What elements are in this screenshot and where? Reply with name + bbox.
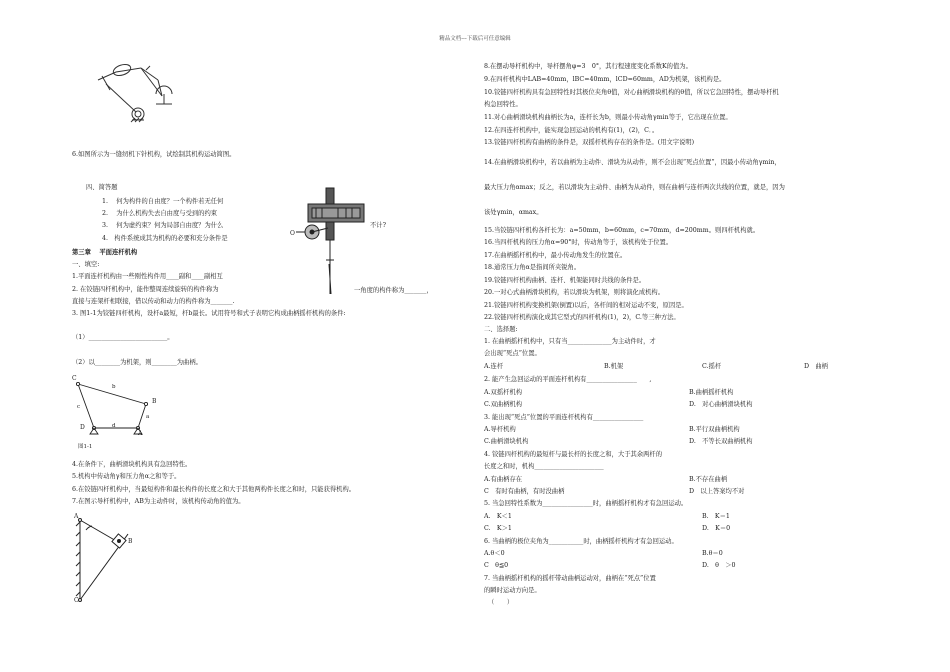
fill-2c: 直接与连架杆相联接，借以传动和动力的构件称为_______. (72, 298, 235, 305)
fill-7: 7.在图示导杆机构中，AB为主动件时，该机构传动角的值为。 (72, 498, 245, 505)
choice-1a: 1. 在曲柄摇杆机构中，只有当______________为主动件时，才 (484, 338, 656, 345)
fill-in-title: 一、填空: (72, 261, 100, 268)
choice-4-option-d: D 以上答案均不对 (689, 488, 745, 495)
choice-7b: 的瞬时运动方向是。 (484, 587, 541, 594)
fill-14b: 最大压力角αmax；反之，若以滑块为主动件、曲柄为从动件，则在曲柄与连杆两次共线的位置，就是，因为 (484, 184, 785, 191)
choice-7-answer-blank: （ ） (488, 599, 514, 606)
choice-5-option-d: D. K＝0 (702, 525, 731, 532)
fill-14c: 该处γmin，αmax。 (484, 209, 543, 216)
link-a (138, 404, 146, 428)
short-answer-3: 3. 何为虚约束？何为局部自由度？为什么 (102, 222, 224, 229)
choice-6-option-c: C θ≦0 (484, 562, 509, 569)
figure-1-1-caption: 图1-1 (78, 444, 93, 450)
fill-3-2: （2）以________为机架，则________为曲柄。 (72, 359, 202, 366)
choice-1-option-b: B.机架 (604, 363, 624, 370)
fig11-label-B: B (152, 398, 157, 405)
choice-3-option-d: D. 不等长双曲柄机构 (689, 438, 753, 445)
fill-2b: 一角度的构件称为_______， (354, 287, 433, 294)
question-6-machine: 6.如图所示为一缝纫机下针机构，试绘制其机构运动简图。 (72, 151, 236, 158)
choice-2: 2. 能产生急回运动的平面连杆机构有________________ , (484, 376, 652, 383)
choice-5-option-b: B. K＝1 (702, 513, 730, 520)
needle-mechanism-figure (288, 184, 368, 296)
fill-17: 17.在曲柄摇杆机构中，最小传动角发生的位置在。 (484, 252, 627, 259)
short-answer-2: 2. 为什么机构失去自由度与受到的约束 (102, 210, 218, 217)
fill-20: 20.一对心式曲柄滑块机构，若以滑块为机架，则将演化成机构。 (484, 289, 665, 296)
fig7-label-A: A (74, 513, 79, 520)
fig11-label-d: d (112, 423, 116, 429)
choice-1-option-a: A.连杆 (484, 363, 504, 370)
svg-text:O: O (290, 230, 295, 237)
choice-3-option-a: A.导杆机构 (484, 426, 516, 433)
choice-5: 5. 当急回特性系数为________________时，曲柄摇杆机构才有急回运动。 (484, 500, 688, 507)
fill-3-1: （1）_________________________。 (72, 334, 174, 341)
choice-2-option-d: D. 对心曲柄滑块机构 (689, 401, 753, 408)
fig7-label-C: C (74, 597, 79, 604)
fill-10a: 10.铰链四杆机构具有急回特性时其极位夹角θ值，对心曲柄滑块机构的θ值，所以它急回特性，摆动导杆机 (484, 89, 779, 96)
page-header: 精品文档---下载后可任意编辑 (439, 36, 511, 42)
choice-4-option-a: A.有曲柄存在 (484, 476, 523, 483)
fill-2a: 2. 在铰链四杆机构中，能作整周连续旋转的构件称为 (72, 286, 219, 293)
fill-9: 9.在四杆机构中LAB=40mm，lBC=40mm，lCD=60mm，AD为机架，该机构是。 (484, 76, 726, 83)
fig11-label-D: D (80, 424, 85, 431)
choice-1b: 会出现“死点”位置。 (484, 350, 541, 357)
short-answer-2-tail: 不计? (370, 222, 386, 229)
fill-11: 11.对心曲柄滑块机构曲柄长为a，连杆长为b，则最小传动角γmin等于，它出现在位置。 (484, 114, 732, 121)
fill-18: 18.通常压力角α是指间所夹锐角。 (484, 264, 581, 271)
choice-5-option-c: C. K＞1 (484, 525, 512, 532)
choice-4a: 4. 铰链四杆机构的最短杆与最长杆的长度之和，大于其余两杆的 (484, 451, 663, 458)
fill-19: 19.铰链四杆机构曲柄、连杆、机架能同时共线的条件是。 (484, 277, 646, 284)
choice-3-option-b: B.平行双曲柄机构 (689, 426, 740, 433)
fill-3: 3. 图1-1为铰链四杆机构，设杆a最短，杆b最长。试用符号和式子表明它构成曲柄摇杆机构的条件: (72, 310, 346, 317)
fill-14a: 14.在曲柄滑块机构中，若以曲柄为主动件、滑块为从动件，则不会出现“死点位置”，因最小传动角γmin， (484, 159, 781, 166)
choice-4-option-c: C 有时有曲柄，有时没曲柄 (484, 488, 565, 495)
fill-1: 1.平面连杆机构由一些刚性构件用____副和____副相互 (72, 273, 223, 280)
fig11-label-b: b (112, 384, 116, 390)
section-4-title: 四、简答题 (86, 184, 118, 191)
fill-4: 4.在条件下，曲柄滑块机构具有急回特性。 (72, 461, 192, 468)
guide-bar-figure (72, 512, 152, 608)
choice-4-option-b: B.不存在曲柄 (689, 476, 728, 483)
choice-2-option-c: C.双曲柄机构 (484, 401, 523, 408)
choice-6-option-a: A.θ＜0 (484, 550, 505, 557)
choice-6: 6. 当曲柄的极位夹角为___________时，曲柄摇杆机构才有急回运动。 (484, 538, 678, 545)
fill-6: 6.在铰链四杆机构中，当最短构件和最长构件的长度之和大于其他两构件长度之和时，只能获得机构。 (72, 486, 356, 493)
fill-22: 22.铰链四杆机构演化成其它型式的四杆机构(1)，2)，C.等三种方法。 (484, 314, 680, 321)
sewing-machine-figure (86, 56, 246, 126)
fill-16: 16.当四杆机构的压力角α=90°时，传动角等于，该机构处于位置。 (484, 239, 673, 246)
choice-6-option-b: B.θ＝0 (702, 550, 723, 557)
choice-1-option-c: C.摇杆 (702, 363, 722, 370)
fig7-label-B: B (128, 538, 133, 545)
fill-5: 5.机构中传动角γ和压力角α之和等于。 (72, 473, 181, 480)
short-answer-1: 1. 何为构件的自由度？一个构件若无任何 (102, 198, 224, 205)
fill-13: 13.铰链四杆机构有曲柄的条件是，双摇杆机构存在的条件是。(用文字说明) (484, 139, 695, 146)
link-c (78, 384, 94, 428)
fill-15: 15.当铰链四杆机构各杆长为：a=50mm，b=60mm，c=70mm，d=200mm。则四杆机构就。 (484, 227, 760, 234)
choice-2-option-b: B.曲柄摇杆机构 (689, 389, 734, 396)
fig11-label-C: C (72, 375, 77, 382)
short-answer-4: 4. 构件系统成其为机构的必要和充分条件是 (102, 235, 228, 242)
choice-6-option-d: D. θ ＞0 (702, 562, 736, 569)
fig11-label-A: A (138, 430, 143, 437)
fig11-label-a: a (146, 414, 150, 420)
choice-4b: 长度之和时，机构______________________ (484, 463, 604, 470)
choice-7a: 7. 当曲柄摇杆机构的摇杆带动曲柄运动对，曲柄在“死点”位置 (484, 575, 656, 582)
choice-section-title: 二、选择题: (484, 326, 518, 333)
choice-1-option-d: D 曲柄 (804, 363, 828, 370)
fill-12: 12.在四连杆机构中，能实现急回运动的机构有(1)，(2)，C．。 (484, 127, 659, 134)
fill-8: 8.在摆动导杆机构中，导杆摆角φ=3 0°，其行程速度变化系数K的值为。 (484, 63, 692, 70)
fill-10b: 构急回特性。 (484, 101, 522, 108)
choice-3: 3. 能出现“死点”位置的平面连杆机构有________________ (484, 414, 644, 421)
choice-3-option-c: C.曲柄滑块机构 (484, 438, 529, 445)
choice-2-option-a: A.双摇杆机构 (484, 389, 523, 396)
choice-5-option-a: A. K＜1 (484, 513, 512, 520)
fig11-label-c: c (77, 404, 81, 410)
chapter-3-title: 第三章 平面连杆机构 (72, 249, 138, 256)
fill-21: 21.铰链四杆机构变换机架(倒置)以后，各杆间的相对运动不变，原因是。 (484, 302, 688, 309)
